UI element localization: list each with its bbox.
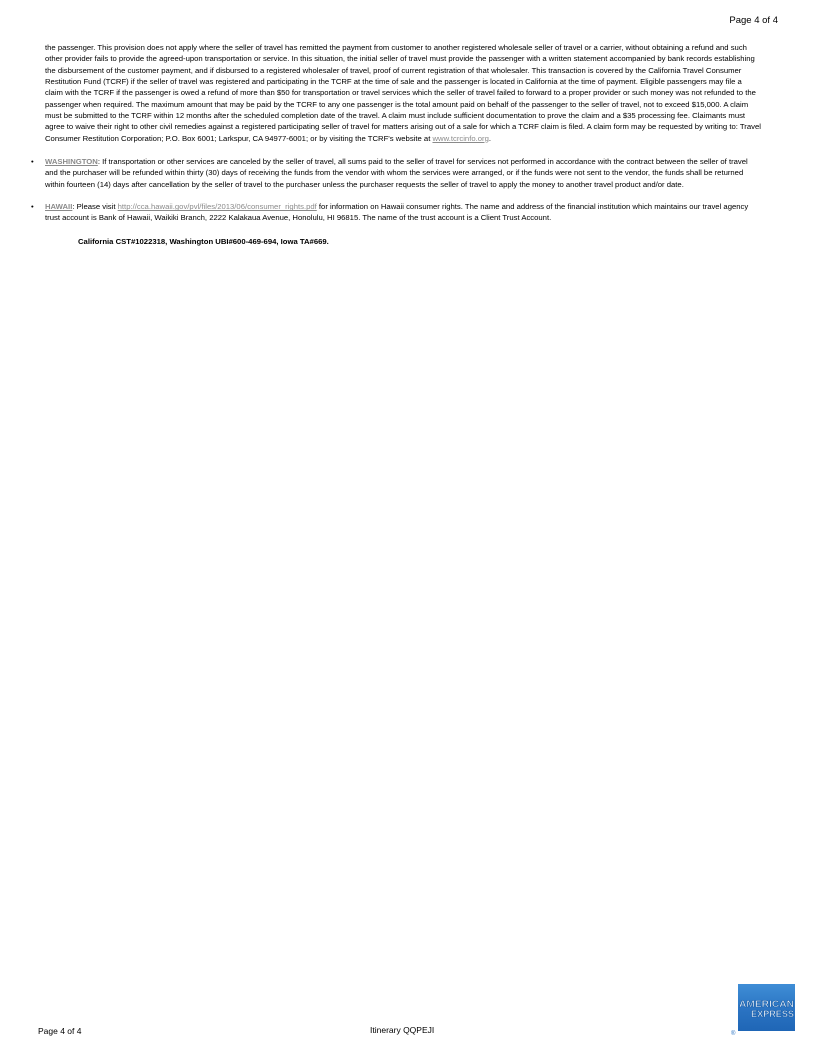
hawaii-paragraph bbox=[45, 201, 761, 224]
svg-text:EXPRESS: EXPRESS bbox=[751, 1009, 794, 1020]
footer-itinerary: Itinerary QQPEJI bbox=[370, 1025, 435, 1035]
tcrf-paragraph bbox=[45, 42, 761, 144]
hawaii-text-before-link: : Please visit bbox=[72, 202, 118, 212]
hawaii-consumer-rights-link[interactable]: http://cca.hawaii.gov/pvl/files/2013/06/consumer_rights.pdf bbox=[117, 202, 317, 212]
american-express-logo-graphic bbox=[738, 984, 795, 1031]
washington-text: : If transportation or other services are canceled by the seller of travel, all sums paid to the seller of travel for services not performed in accordance with the contract between the seller of travel and the purchaser will be refunded within thirty (30) days of receiving the funds from the vendor with whom the services were arranged, or if the funds were not sent to the vendor, the funds shall be returned within fourteen (14) days after cancellation by the seller of travel to the purchaser unless the purchaser requests the seller of travel to apply the money to another travel product and/or date. bbox=[45, 157, 748, 189]
tcrf-paragraph-end: . bbox=[488, 133, 491, 143]
washington-section bbox=[31, 156, 761, 190]
tcrf-paragraph-text: the passenger. This provision does not apply where the seller of travel has remitted the payment from customer to another registered wholesale seller of travel or a carrier, without obtaining a refund and such other provider fails to provide the agreed-upon transportation or service. In this situation, the initial seller of travel must provide the passenger with a written statement accompanied by bank records establishing the disbursement of the customer payment, and if disbursed to a registered wholesaler of travel, proof of current registration of that wholesaler. This transaction is covered by the California Travel Consumer Restitution Fund (TCRF) if the seller of travel was registered and participating in the TCRF at the time of sale and the passenger is located in California at the time of payment. Eligible passengers may file a claim with the TCRF if the passenger is owed a refund of more than $50 for transportation or travel services which the seller of travel failed to forward to a proper provider or such money was not refunded to the passenger when required. The maximum amount that may be paid by the TCRF to any one passenger is the total amount paid on behalf of the passenger to the seller of travel, not to exceed $15,000. A claim must be submitted to the TCRF within 12 months after the scheduled completion date of the travel. A claim must include sufficient documentation to prove the claim and a $35 processing fee. Claimants must agree to waive their right to other civil remedies against a registered participating seller of travel for matters arising out of a sale for which a TCRF claim is filed. A claim form may be requested by writing to: Travel Consumer Restitution Corporation; P.O. Box 6001; Larkspur, CA 94977-6001; or by visiting the TCRF's website at bbox=[45, 43, 761, 143]
washington-paragraph bbox=[45, 156, 761, 190]
american-express-logo bbox=[738, 984, 795, 1031]
registered-mark: ® bbox=[731, 1031, 736, 1037]
license-numbers: California CST#1022318, Washington UBI#600-469-694, Iowa TA#669. bbox=[78, 236, 329, 246]
svg-text:AMERICAN: AMERICAN bbox=[739, 999, 795, 1010]
washington-label: WASHINGTON bbox=[45, 157, 98, 167]
hawaii-text-after-link: for information on Hawaii consumer rights. The name and address of the financial institution which maintains our travel agency trust account is Bank of Hawaii, Waikiki Branch, 2222 Kalakaua Avenue, Honolulu, HI 96815. The name of the trust account is a Client Trust Account. bbox=[45, 202, 749, 223]
footer-page-number: Page 4 of 4 bbox=[38, 1026, 82, 1036]
hawaii-section bbox=[31, 201, 761, 224]
header-page-number: Page 4 of 4 bbox=[729, 15, 778, 26]
terms-content bbox=[31, 42, 761, 247]
tcrf-website-link[interactable]: www.tcrcinfo.org bbox=[432, 133, 489, 143]
hawaii-label: HAWAII bbox=[45, 202, 73, 212]
bullet-icon: • bbox=[31, 157, 34, 167]
bullet-icon: • bbox=[31, 202, 34, 212]
